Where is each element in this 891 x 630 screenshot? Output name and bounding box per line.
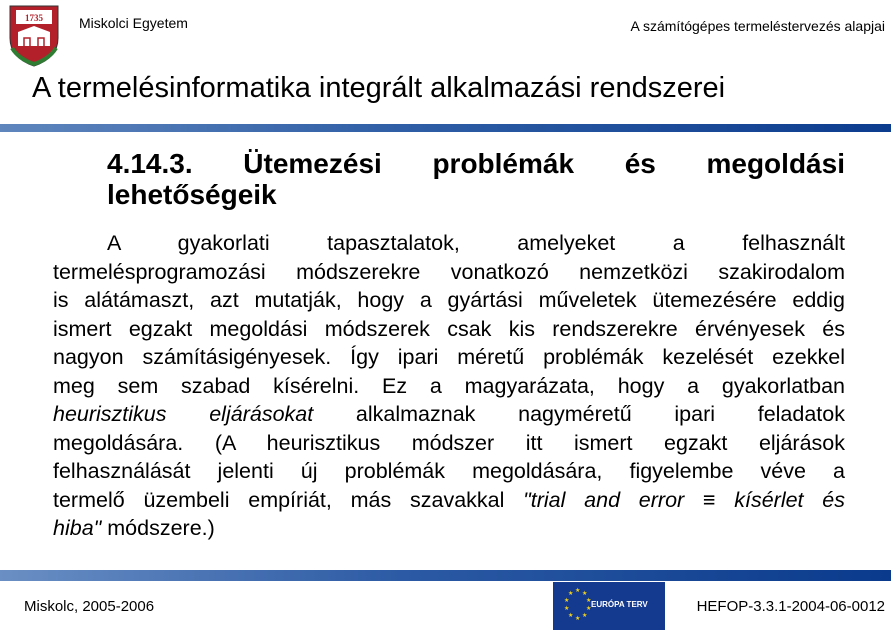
- header-university-name: Miskolci Egyetem: [79, 15, 188, 31]
- svg-text:★: ★: [582, 612, 588, 619]
- body-line-9: felhasználását jelenti új problémák megoldására, figyelembe véve a: [53, 459, 845, 483]
- eu-program-logo: [553, 582, 665, 630]
- body-line-11-italic: hiba": [53, 516, 102, 540]
- body-line-10: [53, 486, 845, 515]
- svg-text:★: ★: [582, 590, 588, 597]
- svg-text:★: ★: [564, 597, 570, 604]
- body-line-5: nagyon számításigényesek. Így ipari méretű problémák kezelését ezekkel: [53, 345, 845, 369]
- body-line-11-rest: módszere.): [107, 516, 215, 540]
- section-number: 4.14.3.: [107, 148, 193, 179]
- slide-title: A termelésinformatika integrált alkalmazási rendszerei: [32, 72, 726, 104]
- body-line-8: megoldására. (A heurisztikus módszer itt ismert egzakt eljárások: [53, 430, 845, 455]
- body-line-10-text: termelő üzembeli empíriát, más szavakkal: [53, 487, 505, 512]
- body-line-7-italic: heurisztikus eljárásokat: [53, 402, 314, 426]
- svg-text:★: ★: [568, 590, 574, 597]
- body-line-11: [53, 514, 845, 543]
- body-line-4: ismert egzakt megoldási módszerek csak kis rendszerekre érvényesek és: [53, 316, 845, 341]
- svg-text:★: ★: [586, 605, 592, 612]
- logo-year-text: 1735: [25, 13, 43, 23]
- body-line-3: is alátámaszt, azt mutatják, hogy a gyártási műveletek ütemezésére eddig: [53, 288, 845, 312]
- section-word-4: megoldási: [706, 148, 845, 179]
- section-heading: [107, 148, 845, 210]
- footer-place-years: Miskolc, 2005-2006: [24, 598, 155, 615]
- title-divider-bar: [0, 124, 891, 132]
- svg-text:★: ★: [575, 615, 581, 622]
- university-crest-logo: [4, 2, 64, 68]
- svg-text:★: ★: [575, 587, 581, 594]
- section-heading-line-2: lehetőségeik: [107, 179, 277, 210]
- body-paragraph: [53, 229, 845, 543]
- body-line-7-rest: alkalmaznak nagyméretű ipari feladatok: [355, 402, 845, 426]
- body-line-6: meg sem szabad kísérelni. Ez a magyarázata, hogy a gyakorlatban: [53, 373, 845, 398]
- svg-text:★: ★: [586, 597, 592, 604]
- header-course-title: A számítógépes termeléstervezés alapjai: [630, 18, 885, 34]
- svg-text:★: ★: [564, 605, 570, 612]
- section-word-3: és: [624, 148, 656, 179]
- section-word-2: problémák: [432, 148, 575, 179]
- body-line-1: A gyakorlati tapasztalatok, amelyeket a felhasznált: [107, 231, 845, 255]
- footer-divider-bar: [0, 570, 891, 581]
- svg-text:★: ★: [568, 612, 574, 619]
- body-line-7: [53, 400, 845, 429]
- body-line-2: termelésprogramozási módszerekre vonatkozó nemzetközi szakirodalom: [53, 259, 845, 284]
- section-word-1: Ütemezési: [243, 148, 382, 179]
- eu-program-label: EURÓPA TERV: [591, 600, 648, 609]
- body-line-10-italic: "trial and error ≡ kísérlet és: [523, 487, 845, 512]
- footer-program-code: HEFOP-3.3.1-2004-06-0012: [696, 598, 885, 615]
